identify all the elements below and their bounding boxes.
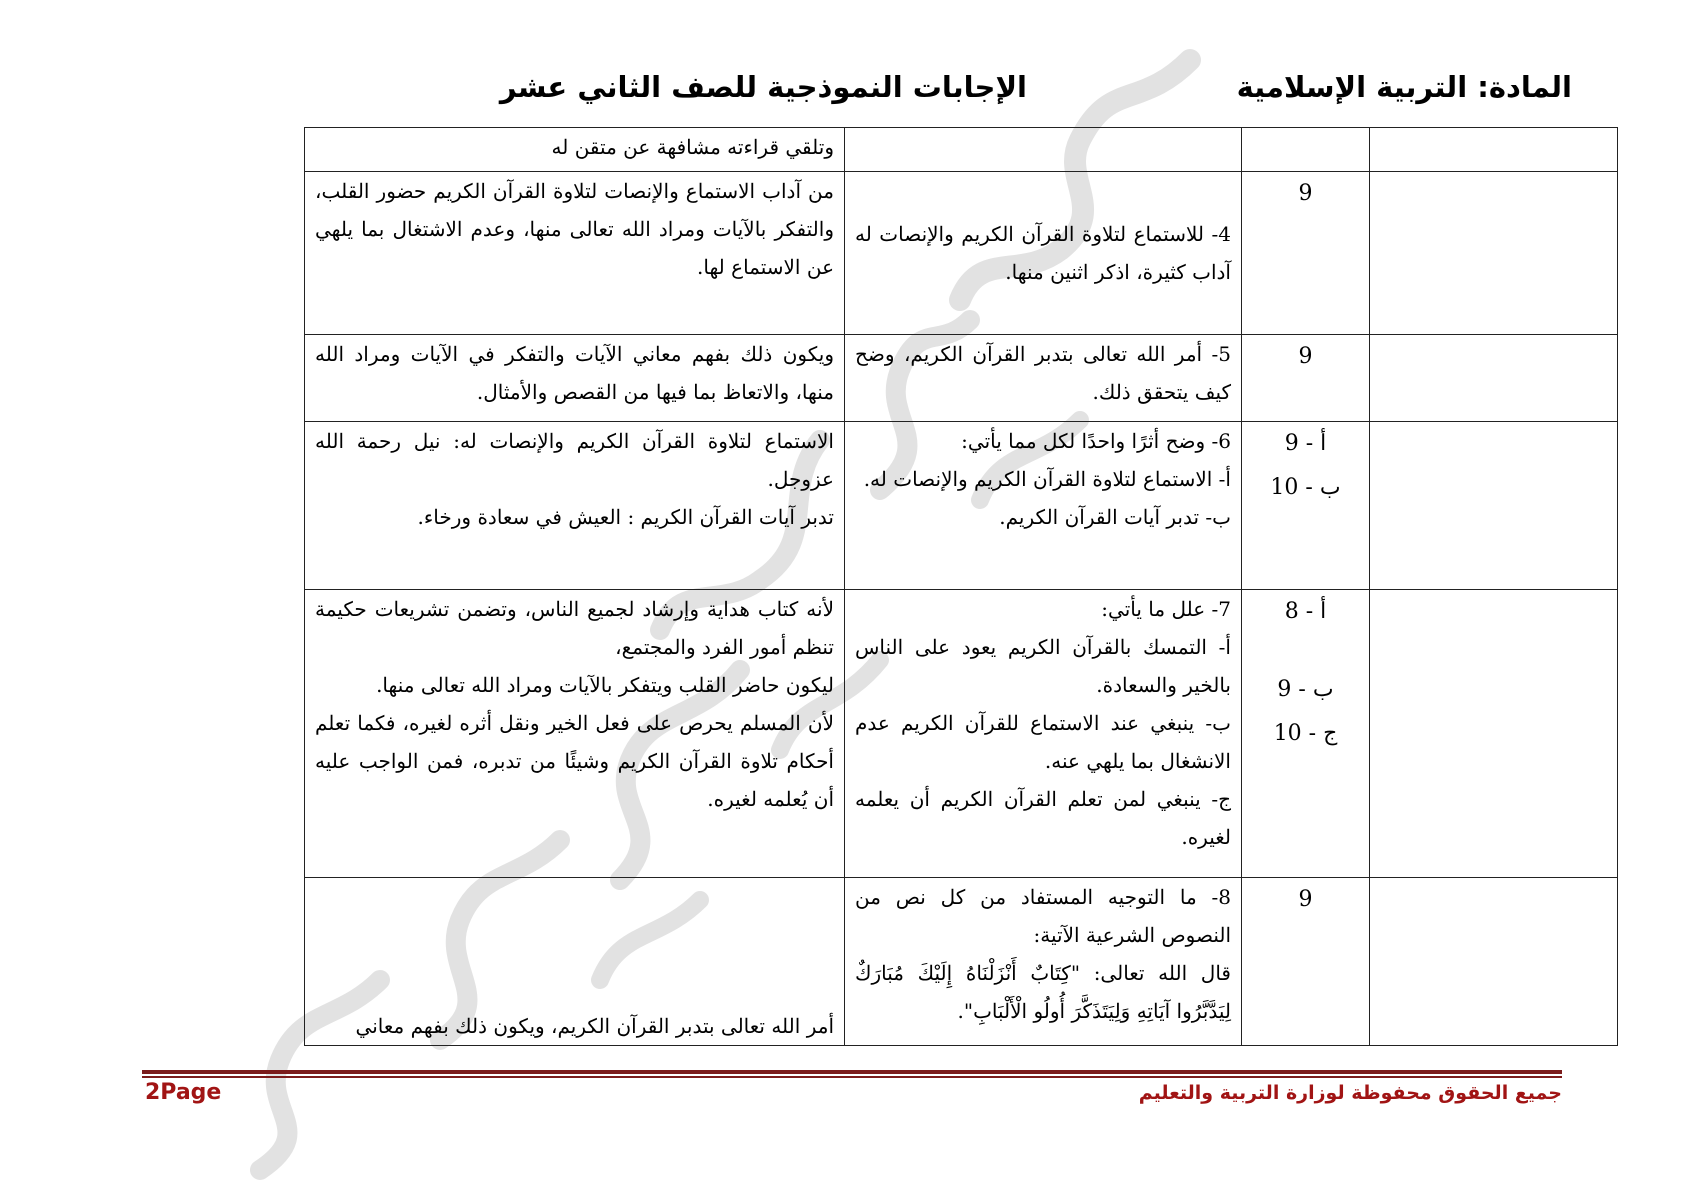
table-row <box>305 128 1618 172</box>
question-text: ب- ينبغي عند الاستماع للقرآن الكريم عدم الانشغال بما يلهي عنه. <box>855 711 1231 773</box>
question-cell <box>845 422 1242 590</box>
blank-cell <box>1370 128 1618 172</box>
question-text: ب- تدبر آيات القرآن الكريم. <box>999 505 1231 529</box>
mark-value: ب - 9 <box>1277 677 1334 702</box>
question-text: 7- علل ما يأتي: <box>1101 597 1231 621</box>
blank-cell <box>1370 422 1618 590</box>
mark-cell <box>1242 878 1370 1046</box>
page-header <box>499 70 1572 120</box>
answer-cell <box>305 128 845 172</box>
table-row <box>305 172 1618 335</box>
question-text: 5- أمر الله تعالى بتدبر القرآن الكريم، وضح كيف يتحقق ذلك. <box>855 342 1231 404</box>
blank-cell <box>1370 335 1618 422</box>
mark-value: 9 <box>1298 887 1313 912</box>
answer-text: أمر الله تعالى بتدبر القرآن الكريم، ويكون ذلك بفهم معاني <box>355 1014 834 1038</box>
quran-verse: قال الله تعالى: "كِتَابٌ أَنْزَلْنَاهُ إِلَيْكَ مُبَارَكٌ لِيَدَّبَّرُوا آيَاتِهِ وَلِيَتَذَكَّرَ أُولُو الْأَلْبَابِ". <box>855 961 1231 1023</box>
mark-value: أ - 8 <box>1284 599 1327 624</box>
question-cell <box>845 335 1242 422</box>
table-row <box>305 878 1618 1046</box>
subject-title: المادة: التربية الإسلامية <box>1236 70 1572 104</box>
table-row <box>305 422 1618 590</box>
footer-rule <box>142 1070 1562 1078</box>
question-text: 6- وضح أثرًا واحدًا لكل مما يأتي: <box>961 429 1231 453</box>
mark-value: أ - 9 <box>1284 431 1327 456</box>
answers-table <box>304 127 1618 1046</box>
mark-value: 9 <box>1298 344 1313 369</box>
question-cell <box>845 128 1242 172</box>
mark-cell <box>1242 172 1370 335</box>
footer-rights: جميع الحقوق محفوظة لوزارة التربية والتعليم <box>1138 1082 1562 1104</box>
question-text: 8- ما التوجيه المستفاد من كل نص من النصوص الشرعية الآتية: <box>855 885 1231 947</box>
answer-text: تدبر آيات القرآن الكريم : العيش في سعادة ورخاء. <box>417 505 834 529</box>
question-text: أ- التمسك بالقرآن الكريم يعود على الناس بالخير والسعادة. <box>855 635 1231 697</box>
mark-cell <box>1242 422 1370 590</box>
page-number: 2Page <box>145 1080 222 1105</box>
mark-cell <box>1242 335 1370 422</box>
answer-text: الاستماع لتلاوة القرآن الكريم والإنصات له: نيل رحمة الله عزوجل. <box>315 429 834 491</box>
answer-cell <box>305 422 845 590</box>
answer-cell <box>305 878 845 1046</box>
answer-text: لأنه كتاب هداية وإرشاد لجميع الناس، وتضمن تشريعات حكيمة تنظم أمور الفرد والمجتمع، <box>315 597 834 659</box>
table-row <box>305 335 1618 422</box>
mark-value: ج - 10 <box>1273 721 1338 746</box>
answer-text: من آداب الاستماع والإنصات لتلاوة القرآن الكريم حضور القلب، والتفكر بالآيات ومراد الله تعالى منها، وعدم الاشتغال بما يلهي عن الاستماع لها. <box>315 179 834 279</box>
mark-value: ب - 10 <box>1270 475 1341 500</box>
table-row <box>305 590 1618 878</box>
answer-cell <box>305 590 845 878</box>
answer-cell <box>305 335 845 422</box>
question-text: ج- ينبغي لمن تعلم القرآن الكريم أن يعلمه لغيره. <box>855 787 1232 849</box>
answer-text: ليكون حاضر القلب ويتفكر بالآيات ومراد الله تعالى منها. <box>376 673 834 697</box>
question-cell <box>845 172 1242 335</box>
spacer <box>1252 634 1359 668</box>
mark-value: 9 <box>1298 181 1313 206</box>
question-text: أ- الاستماع لتلاوة القرآن الكريم والإنصات له. <box>863 467 1231 491</box>
question-cell <box>845 878 1242 1046</box>
document-title: الإجابات النموذجية للصف الثاني عشر <box>499 70 1027 104</box>
answer-text: ويكون ذلك بفهم معاني الآيات والتفكر في الآيات ومراد الله منها، والاتعاظ بما فيها من القصص والأمثال. <box>315 342 834 404</box>
question-cell <box>845 590 1242 878</box>
blank-cell <box>1370 172 1618 335</box>
footer-rule-thick <box>142 1070 1562 1074</box>
answer-cell <box>305 172 845 335</box>
mark-cell <box>1242 128 1370 172</box>
answer-text: لأن المسلم يحرص على فعل الخير ونقل أثره لغيره، فكما تعلم أحكام تلاوة القرآن الكريم وشيئًا من تدبره، فمن الواجب عليه أن يُعلمه لغيره. <box>315 711 834 811</box>
mark-cell <box>1242 590 1370 878</box>
answer-text: وتلقي قراءته مشافهة عن متقن له <box>551 135 834 159</box>
question-text: 4- للاستماع لتلاوة القرآن الكريم والإنصات له آداب كثيرة، اذكر اثنين منها. <box>855 222 1231 284</box>
blank-cell <box>1370 878 1618 1046</box>
blank-cell <box>1370 590 1618 878</box>
footer-rule-thin <box>142 1076 1562 1078</box>
